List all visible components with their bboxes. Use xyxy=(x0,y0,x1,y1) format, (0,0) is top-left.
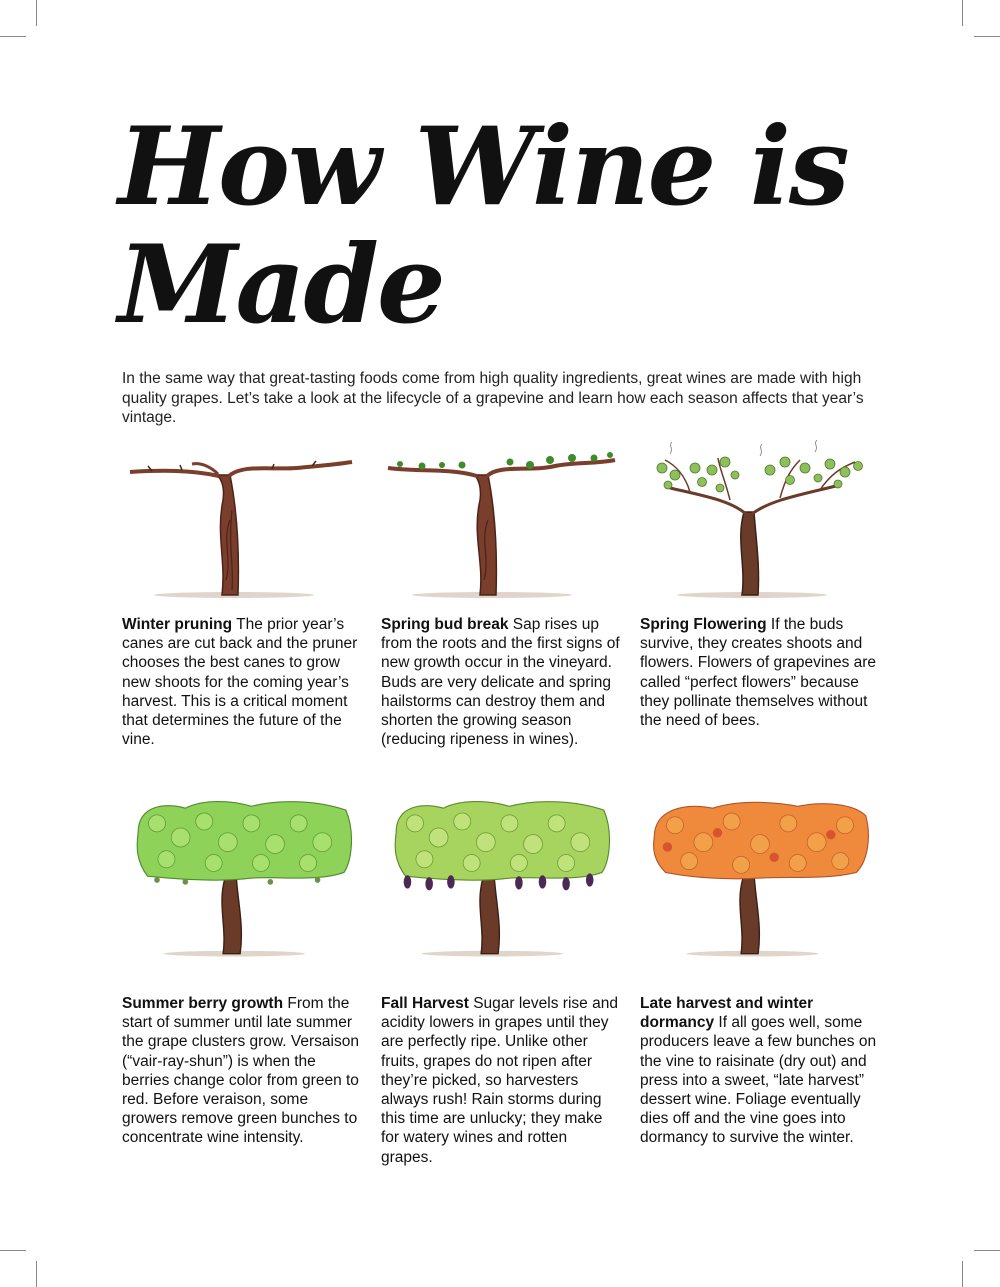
page-title-line-1: How Wine is xyxy=(118,104,848,230)
stage-heading: Summer berry growth xyxy=(122,995,284,1012)
stage-text: From the start of summer until late summer the grape clusters grow. Versaison (“vair-ray-shun”) is when the berries change color from green to red. Before veraison, some growers remove green bunches to concentrate wine intensity. xyxy=(122,995,359,1147)
vine-illustration-summer-berry-growth xyxy=(122,795,362,965)
vine-illustration-spring-flowering xyxy=(640,440,880,610)
stage-text: Sugar levels rise and acidity lowers in grapes until they are perfectly ripe. Unlike other fruits, grapes do not ripen after they’re picked, so harvesters always rush! Rain storms during this time are unlucky; they make for watery wines and rotten grapes. xyxy=(381,995,618,1166)
stage-caption-summer-berry-growth xyxy=(122,994,362,1148)
stage-caption-late-harvest xyxy=(640,994,880,1148)
stage-caption-spring-bud-break xyxy=(381,615,621,749)
crop-mark-bottom-left-h xyxy=(0,1250,26,1251)
stage-text: Sap rises up from the roots and the first signs of new growth occur in the vineyard. Buds are very delicate and spring hailstorms can destroy them and shorten the growing season (reducing ripeness in wines). xyxy=(381,616,620,749)
stage-heading: Spring Flowering xyxy=(640,616,767,633)
stage-heading: Fall Harvest xyxy=(381,995,469,1012)
crop-mark-top-right-h xyxy=(974,36,1000,37)
stage-caption-spring-flowering xyxy=(640,615,880,730)
vine-illustration-late-harvest xyxy=(640,795,880,965)
stage-text: If all goes well, some producers leave a few bunches on the vine to raisinate (dry out) and press into a sweet, “late harvest” dessert wine. Foliage eventually dies off and the vine goes into dormancy to survive the winter. xyxy=(640,1014,877,1147)
crop-mark-bottom-right-v xyxy=(962,1261,963,1287)
intro-paragraph: In the same way that great-tasting foods come from high quality ingredients, great wines are made with high quality grapes. Let’s take a look at the lifecycle of a grapevine and learn how each season affects that year’s vintage. xyxy=(122,370,864,426)
stage-heading: Winter pruning xyxy=(122,616,233,633)
page-title-line-2: Made xyxy=(118,222,444,348)
crop-mark-top-left-h xyxy=(0,36,26,37)
vine-illustration-spring-bud-break xyxy=(380,440,620,610)
crop-mark-top-right-v xyxy=(962,0,963,26)
stage-text: The prior year’s canes are cut back and the pruner chooses the best canes to grow new shoots for the coming year’s harvest. This is a critical moment that determines the future of the vine. xyxy=(122,616,358,749)
crop-mark-top-left-v xyxy=(36,0,37,26)
crop-mark-bottom-right-h xyxy=(974,1250,1000,1251)
stage-caption-winter-pruning xyxy=(122,615,362,749)
stage-caption-fall-harvest xyxy=(381,994,621,1167)
stage-heading: Spring bud break xyxy=(381,616,509,633)
stage-heading: Late harvest and winter dormancy xyxy=(640,995,814,1032)
page-title xyxy=(118,104,918,348)
stage-text: If the buds survive, they creates shoots and flowers. Flowers of grapevines are called “perfect flowers” because they pollinate themselves without the need of bees. xyxy=(640,616,877,730)
vine-illustration-fall-harvest xyxy=(380,795,620,965)
vine-illustration-winter-pruning xyxy=(122,440,362,610)
crop-mark-bottom-left-v xyxy=(36,1261,37,1287)
